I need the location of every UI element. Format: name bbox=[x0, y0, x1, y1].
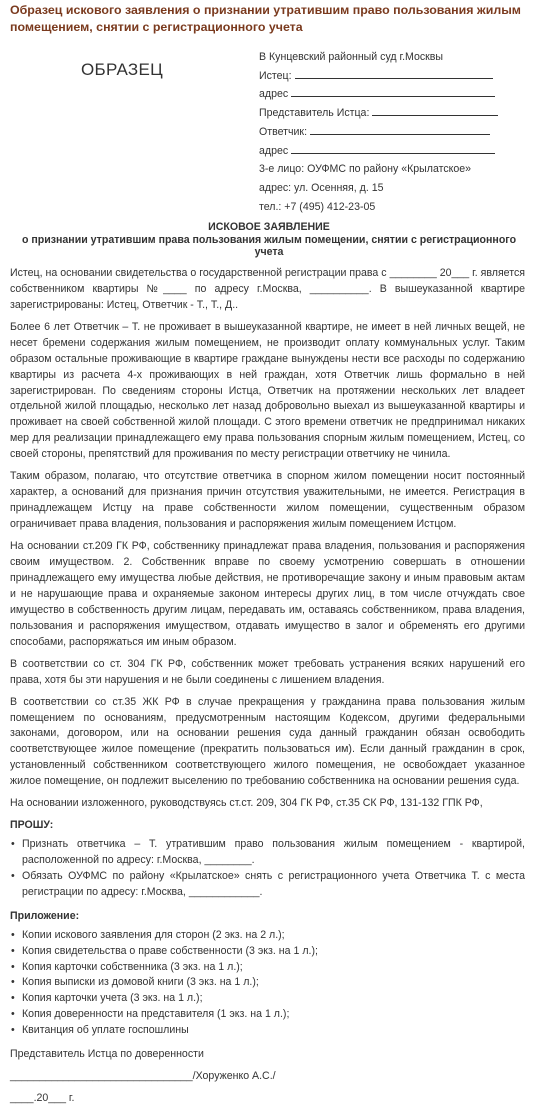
defendant-blank bbox=[310, 124, 490, 135]
court-line: В Кунцевский районный суд г.Москвы bbox=[259, 51, 444, 63]
request-list bbox=[10, 837, 525, 901]
list-item: • Копия доверенности на представителя (1 экз. на 1 л.); bbox=[10, 1007, 525, 1023]
list-item: • Обязать ОУФМС по району «Крылатское» снять с регистрационного учета Ответчика Т. с места регистрации по адресу: г.Москва, ____________. bbox=[10, 869, 525, 901]
defendant-address-line: адрес bbox=[259, 142, 529, 161]
signature-line: _______________________________/Хоруженко А.С./ bbox=[10, 1070, 276, 1082]
appendix-heading: Приложение: bbox=[10, 909, 80, 922]
list-item: • Копия свидетельства о праве собственности (3 экз. на 1 л.); bbox=[10, 944, 525, 960]
list-item: • Копия карточки собственника (3 экз. на 1 л.); bbox=[10, 960, 525, 976]
plaintiff-line: Истец: bbox=[259, 67, 529, 86]
paragraph: На основании изложенного, руководствуясь ст.ст. 209, 304 ГК РФ, ст.35 СК РФ, 131-132 ГПК РФ, bbox=[10, 797, 483, 810]
list-item: • Копия выписки из домовой книги (3 экз. на 1 л.); bbox=[10, 975, 525, 991]
claim-heading-title: ИСКОВОЕ ЗАЯВЛЕНИЕ bbox=[208, 221, 330, 233]
paragraph: Таким образом, полагаю, что отсутствие ответчика в спорном жилом помещении носит постоянный характер, а оснований для признания причин отсутствия уважительными, не имеется. Регистрация в принадлежащем Истцу на праве собственности жилом помещении, существенным образом ограничивает права владения, пользования и распоряжения жилым помещением Истцом. bbox=[10, 470, 525, 530]
date-line: ____.20___ г. bbox=[10, 1091, 75, 1104]
third-party-address-line: адрес: ул. Осенняя, д. 15 bbox=[259, 181, 384, 194]
list-item: • Квитанция об уплате госпошлины bbox=[10, 1023, 525, 1039]
plaintiff-blank bbox=[295, 68, 493, 79]
defendant-line: Ответчик: bbox=[259, 123, 529, 142]
paragraph: В соответствии со ст. 304 ГК РФ, собственник может требовать устранения всяких нарушений его права, хотя бы эти нарушения и не были соединены с лишением владения. bbox=[10, 657, 525, 686]
plaintiff-address-blank bbox=[291, 86, 495, 97]
claim-heading bbox=[10, 221, 528, 259]
list-item: • Копии искового заявления для сторон (2 экз. на 2 л.); bbox=[10, 928, 525, 944]
claim-heading-subtitle: о признании утратившим права пользования жилым помещении, снятии с регистрационного учета bbox=[21, 233, 517, 258]
third-party-line: 3-е лицо: ОУФМС по району «Крылатское» bbox=[259, 163, 472, 176]
request-heading: ПРОШУ: bbox=[10, 819, 54, 832]
sample-label: ОБРАЗЕЦ bbox=[81, 60, 164, 79]
representative-line: Представитель Истца: bbox=[259, 104, 529, 123]
paragraph: В соответствии со ст.35 ЖК РФ в случае прекращения у гражданина права пользования жилым помещением по основаниям, предусмотренным настоящим Кодексом, другими федеральными законами, договором, или на основании решения суда данный гражданин обязан освободить соответствующее жилое помещение (прекратить пользоваться им). Если данный гражданин в срок, установленный собственником соответствующего жилого помещения, не освобождает указанное жилое помещение, он подлежит выселению по требованию собственника на основании решения суда. bbox=[10, 695, 525, 788]
addressee-block bbox=[259, 48, 529, 216]
document bbox=[10, 0, 528, 35]
signature-representative: Представитель Истца по доверенности bbox=[10, 1048, 204, 1061]
appendix-list bbox=[10, 928, 525, 1039]
paragraph: На основании ст.209 ГК РФ, собственнику принадлежат права владения, пользования и распоряжения своим имуществом. 2. Собственник вправе по своему усмотрению совершать в отношении принадлежащего ему имущества любые действия, не противоречащие закону и иным правовым актам и не нарушающие права и охраняемые законом интересы других лиц, в том числе отчуждать свое имущество в собственность другим лицам, передавать им, оставаясь собственником, права владения, пользования и распоряжения имуществом, отдавать имущество в залог и обременять его другими способами, распоряжаться им иным образом. bbox=[10, 540, 525, 648]
paragraph: Истец, на основании свидетельства о государственной регистрации права с ________ 20___ г. является собственником квартиры №____ по адресу г.Москва, __________. В вышеуказанной квартире зарегистрированы: Истец, Ответчик - Т., Т., Д.. bbox=[10, 267, 525, 311]
document-title: Образец искового заявления о признании утратившим право пользования жилым помещением, снятии с регистрационного учета bbox=[10, 3, 521, 34]
defendant-address-blank bbox=[291, 143, 495, 154]
list-item: • Признать ответчика – Т. утратившим право пользования жилым помещением - квартирой, расположенной по адресу: г.Москва, ________. bbox=[10, 837, 525, 869]
paragraph: Более 6 лет Ответчик – Т. не проживает в вышеуказанной квартире, не имеет в ней личных вещей, не несет бремени содержания жилым помещением, не производит оплату коммунальных услуг. Таким образом остальные проживающие в квартире граждане вынуждены нести все расходы по содержанию квартиры из расчета 4-х проживающих в ней граждан, хотя Ответчик лишь формально в ней зарегистрирован. По сведениям стороны Истца, Ответчик на протяжении нескольких лет владеет отдельной жилой площадью, несколько лет назад добровольно выехал из вышеуказанной квартиры и проживает на своей собственной жилой площади. С этого времени ответчик не предпринимал никаких мер для реализации принадлежащего ему права пользования спорным жилым помещением, Истец, со своей стороны, препятствий для проживания по месту регистрации ответчику не чинила. bbox=[10, 320, 525, 461]
representative-blank bbox=[372, 105, 498, 116]
list-item: • Копия карточки учета (3 экз. на 1 л.); bbox=[10, 991, 525, 1007]
third-party-phone-line: тел.: +7 (495) 412-23-05 bbox=[259, 200, 376, 213]
plaintiff-address-line: адрес bbox=[259, 85, 529, 104]
claim-body bbox=[10, 266, 525, 1107]
